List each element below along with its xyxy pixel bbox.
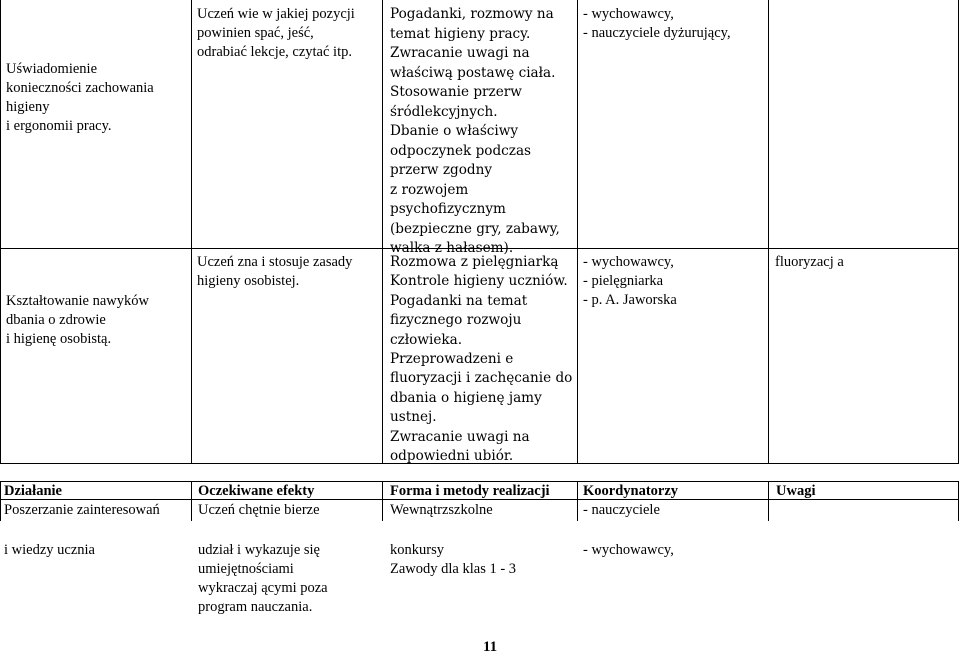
cell-koordynatorzy-continued: - wychowawcy,: [583, 542, 674, 558]
cell-dzialanie: Poszerzanie zainteresowań: [4, 502, 160, 518]
column-divider: [768, 0, 769, 464]
cell-dzialanie: Uświadomienie konieczności zachowania higieny i ergonomii pracy.: [6, 61, 154, 134]
cell-dzialanie-continued: i wiedzy ucznia: [4, 542, 95, 558]
column-divider: [382, 481, 383, 521]
table-border-right: [958, 481, 959, 521]
column-divider: [577, 481, 578, 521]
column-divider: [191, 0, 192, 464]
cell-efekty: Uczeń zna i stosuje zasady higieny osobistej.: [197, 254, 353, 289]
cell-forma-continued: konkursy Zawody dla klas 1 - 3: [390, 542, 517, 577]
column-divider: [577, 0, 578, 464]
column-divider: [768, 481, 769, 521]
header-forma: Forma i metody realizacji: [390, 483, 550, 499]
cell-efekty-continued: udział i wykazuje się umiejętnościami wykraczaj ącymi poza program nauczania.: [198, 542, 328, 615]
table-border-left: [0, 481, 1, 521]
cell-koordynatorzy: - wychowawcy, - nauczyciele dyżurujący,: [583, 6, 731, 41]
table-border-right: [958, 0, 959, 464]
cell-koordynatorzy: - wychowawcy, - pielęgniarka - p. A. Jaworska: [583, 254, 677, 308]
header-dzialanie: Działanie: [4, 483, 62, 499]
cell-forma: Pogadanki, rozmowy na temat higieny pracy. Zwracanie uwagi na właściwą postawę ciała. Stosowanie przerw śródlekcyjnych. Dbanie o właściwy odpoczynek podczas przerw zgodny z rozwojem psychofizycznym (bezpieczne gry, zabawy, walka z hałasem).: [390, 6, 560, 256]
header-uwagi: Uwagi: [776, 483, 816, 499]
page-number: 11: [483, 639, 498, 655]
cell-uwagi: fluoryzacj a: [775, 254, 844, 270]
cell-forma: Wewnątrzszkolne: [390, 502, 493, 518]
cell-dzialanie: Kształtowanie nawyków dbania o zdrowie i higienę osobistą.: [6, 293, 149, 347]
cell-efekty: Uczeń chętnie bierze: [198, 502, 320, 518]
cell-forma: Rozmowa z pielęgniarką Kontrole higieny uczniów. Pogadanki na temat fizycznego rozwoju człowieka. Przeprowadzeni e fluoryzacji i zachęcanie do dbania o higienę jamy ustnej. Zwracanie uwagi na odpowiedni ubiór.: [390, 254, 573, 465]
header-efekty: Oczekiwane efekty: [198, 483, 315, 499]
column-divider: [382, 0, 383, 464]
header-koordynatorzy: Koordynatorzy: [583, 483, 679, 499]
column-divider: [191, 481, 192, 521]
table-border-left: [0, 0, 1, 464]
cell-koordynatorzy: - nauczyciele: [583, 502, 660, 518]
cell-efekty: Uczeń wie w jakiej pozycji powinien spać, jeść, odrabiać lekcje, czytać itp.: [197, 6, 355, 60]
